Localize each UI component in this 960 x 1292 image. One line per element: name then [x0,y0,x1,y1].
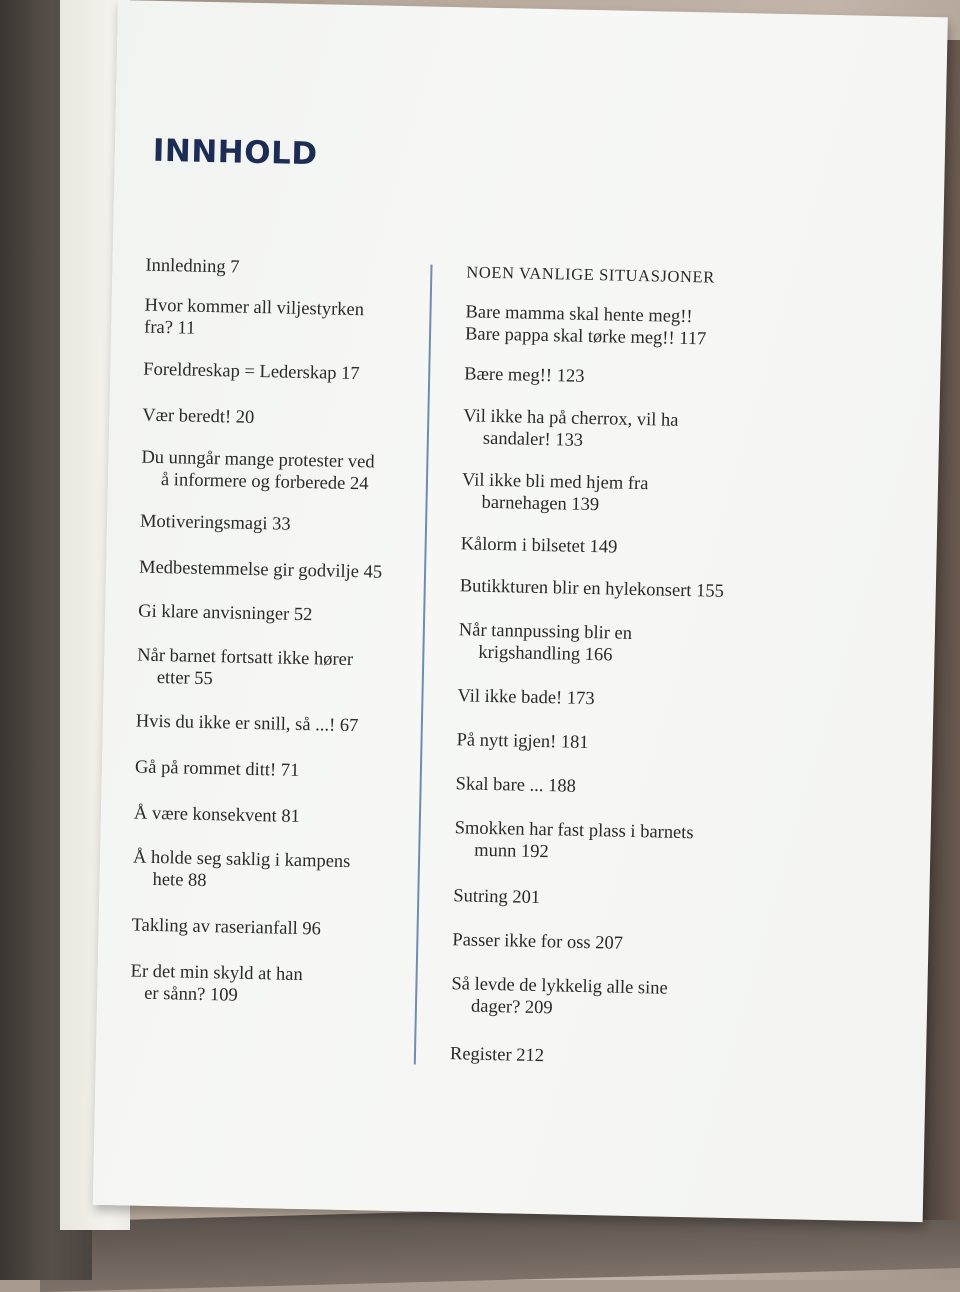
toc-entry: Bare mamma skal hente meg!! Bare pappa skal tørke meg!! 117 [464,302,707,350]
toc-entry: Medbestemmelse gir godvilje 45 [138,557,383,583]
toc-entry: På nytt igjen! 181 [456,730,589,754]
toc-entry: Butikkturen blir en hylekonsert 155 [459,576,725,602]
toc-entry: Bære meg!! 123 [464,364,585,387]
toc-entry: Sutring 201 [453,886,541,909]
toc-entry: Smokken har fast plass i barnets munn 192 [454,818,694,863]
section-heading: NOEN VANLIGE SITUASJONER [466,262,715,287]
toc-entry: Å holde seg saklig i kampens hete 88 [132,847,351,892]
book-page [93,0,948,1222]
toc-entry: Vil ikke ha på cherrox, vil ha sandaler! 133 [463,406,679,451]
toc-entry: Motiveringsmagi 33 [139,511,291,535]
toc-entry: Å være konsekvent 81 [133,803,301,827]
toc-entry: Hvis du ikke er snill, så ...! 67 [135,711,359,737]
toc-entry: Register 212 [449,1044,545,1067]
toc-entry: Passer ikke for oss 207 [452,930,624,954]
toc-entry: Vil ikke bli med hjem fra barnehagen 139 [461,470,649,516]
toc-entry: Innledning 7 [145,255,240,278]
toc-entry: Når tannpussing blir en krigshandling 166 [458,620,633,666]
toc-entry: Vær beredt! 20 [142,405,255,428]
toc-left-column [130,255,416,1006]
toc-entry: Er det min skyld at han er sånn? 109 [130,961,303,1006]
toc-entry: Foreldreskap = Lederskap 17 [143,359,360,385]
toc-entry: Takling av raserianfall 96 [131,915,322,940]
toc-entry: Skal bare ... 188 [455,774,577,797]
toc-entry: Gi klare anvisninger 52 [137,601,313,626]
toc-entry: Kålorm i bilsetet 149 [460,534,618,558]
toc-entry: Når barnet fortsatt ikke hører etter 55 [137,645,354,690]
toc-heading: INNHOLD [152,132,318,173]
toc-entry: Så levde de lykkelig alle sine dager? 209 [451,974,668,1019]
toc-entry: Hvor kommer all viljestyrken fra? 11 [143,295,365,339]
toc-entry: Du unngår mange protester ved å informere og forberede 24 [141,447,375,495]
column-divider [414,265,432,1065]
toc-entry: Gå på rommet ditt! 71 [134,757,300,781]
toc-right-column [449,261,767,1067]
toc-entry: Vil ikke bade! 173 [457,686,595,710]
